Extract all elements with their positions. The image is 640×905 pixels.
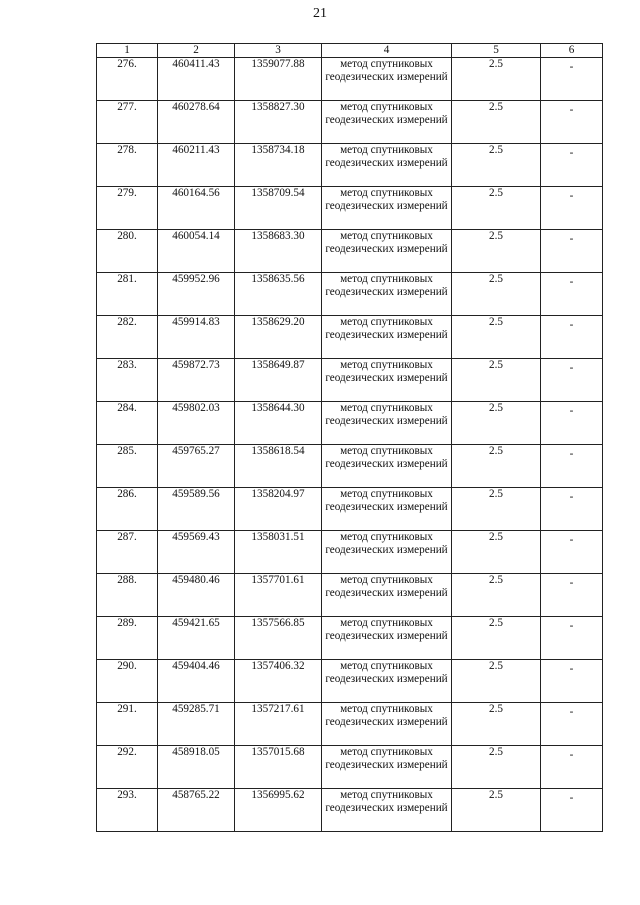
description-cell — [541, 617, 603, 660]
method-cell: метод спутниковых геодезических измерений — [322, 746, 452, 789]
description-cell — [541, 703, 603, 746]
x-coordinate-cell: 459914.83 — [158, 316, 235, 359]
accuracy-cell — [452, 445, 541, 488]
x-coordinate-cell: 460411.43 — [158, 58, 235, 101]
y-coordinate-cell: 1358683.30 — [235, 230, 322, 273]
point-number-cell: 291. — [97, 703, 158, 746]
point-number-cell: 284. — [97, 402, 158, 445]
column-header-3: 3 — [235, 44, 322, 58]
description-value: - — [569, 792, 574, 804]
description-value: - — [569, 362, 574, 374]
accuracy-value: 2.5 — [489, 273, 503, 285]
y-coordinate-cell: 1357217.61 — [235, 703, 322, 746]
x-coordinate-cell: 459421.65 — [158, 617, 235, 660]
description-value: - — [569, 61, 574, 73]
description-cell — [541, 746, 603, 789]
description-cell — [541, 58, 603, 101]
method-cell: метод спутниковых геодезических измерений — [322, 273, 452, 316]
table-row — [97, 230, 603, 273]
point-number-cell: 287. — [97, 531, 158, 574]
table-body — [97, 58, 603, 832]
coordinates-table — [96, 43, 603, 832]
method-cell: метод спутниковых геодезических измерений — [322, 445, 452, 488]
table-row — [97, 402, 603, 445]
x-coordinate-cell: 458918.05 — [158, 746, 235, 789]
method-cell: метод спутниковых геодезических измерений — [322, 101, 452, 144]
description-cell — [541, 402, 603, 445]
y-coordinate-cell: 1358827.30 — [235, 101, 322, 144]
accuracy-value: 2.5 — [489, 58, 503, 70]
description-value: - — [569, 448, 574, 460]
x-coordinate-cell: 460278.64 — [158, 101, 235, 144]
description-value: - — [569, 706, 574, 718]
point-number-cell: 282. — [97, 316, 158, 359]
point-number-cell: 289. — [97, 617, 158, 660]
method-cell: метод спутниковых геодезических измерений — [322, 531, 452, 574]
method-cell: метод спутниковых геодезических измерений — [322, 660, 452, 703]
table-row — [97, 488, 603, 531]
column-header-2: 2 — [158, 44, 235, 58]
accuracy-cell — [452, 703, 541, 746]
accuracy-value: 2.5 — [489, 359, 503, 371]
description-cell — [541, 789, 603, 832]
accuracy-cell — [452, 144, 541, 187]
accuracy-value: 2.5 — [489, 144, 503, 156]
description-value: - — [569, 276, 574, 288]
accuracy-cell — [452, 101, 541, 144]
description-value: - — [569, 405, 574, 417]
accuracy-cell — [452, 273, 541, 316]
y-coordinate-cell: 1358644.30 — [235, 402, 322, 445]
accuracy-cell — [452, 58, 541, 101]
table-row — [97, 789, 603, 832]
table-row — [97, 445, 603, 488]
accuracy-cell — [452, 660, 541, 703]
method-cell: метод спутниковых геодезических измерений — [322, 316, 452, 359]
accuracy-cell — [452, 531, 541, 574]
method-cell: метод спутниковых геодезических измерений — [322, 617, 452, 660]
column-header-4: 4 — [322, 44, 452, 58]
y-coordinate-cell: 1357015.68 — [235, 746, 322, 789]
description-value: - — [569, 577, 574, 589]
table-row — [97, 316, 603, 359]
header-row — [97, 44, 603, 58]
method-cell: метод спутниковых геодезических измерений — [322, 144, 452, 187]
point-number-cell: 288. — [97, 574, 158, 617]
accuracy-value: 2.5 — [489, 789, 503, 801]
method-cell: метод спутниковых геодезических измерений — [322, 187, 452, 230]
y-coordinate-cell: 1359077.88 — [235, 58, 322, 101]
accuracy-cell — [452, 746, 541, 789]
description-cell — [541, 187, 603, 230]
x-coordinate-cell: 459589.56 — [158, 488, 235, 531]
table-row — [97, 101, 603, 144]
table-row — [97, 144, 603, 187]
x-coordinate-cell: 459802.03 — [158, 402, 235, 445]
accuracy-value: 2.5 — [489, 187, 503, 199]
accuracy-value: 2.5 — [489, 703, 503, 715]
accuracy-cell — [452, 617, 541, 660]
accuracy-cell — [452, 574, 541, 617]
x-coordinate-cell: 460164.56 — [158, 187, 235, 230]
column-header-1: 1 — [97, 44, 158, 58]
description-cell — [541, 488, 603, 531]
description-value: - — [569, 319, 574, 331]
description-cell — [541, 101, 603, 144]
x-coordinate-cell: 459872.73 — [158, 359, 235, 402]
x-coordinate-cell: 459569.43 — [158, 531, 235, 574]
x-coordinate-cell: 460054.14 — [158, 230, 235, 273]
x-coordinate-cell: 458765.22 — [158, 789, 235, 832]
table-row — [97, 531, 603, 574]
x-coordinate-cell: 459285.71 — [158, 703, 235, 746]
x-coordinate-cell: 459404.46 — [158, 660, 235, 703]
accuracy-value: 2.5 — [489, 101, 503, 113]
table-row — [97, 58, 603, 101]
x-coordinate-cell: 459952.96 — [158, 273, 235, 316]
x-coordinate-cell: 460211.43 — [158, 144, 235, 187]
point-number-cell: 280. — [97, 230, 158, 273]
y-coordinate-cell: 1357406.32 — [235, 660, 322, 703]
table-row — [97, 703, 603, 746]
point-number-cell: 290. — [97, 660, 158, 703]
description-value: - — [569, 534, 574, 546]
accuracy-value: 2.5 — [489, 230, 503, 242]
accuracy-cell — [452, 789, 541, 832]
table-row — [97, 617, 603, 660]
description-cell — [541, 144, 603, 187]
description-cell — [541, 574, 603, 617]
method-cell: метод спутниковых геодезических измерений — [322, 402, 452, 445]
description-cell — [541, 230, 603, 273]
page-number: 21 — [313, 6, 327, 21]
table-row — [97, 660, 603, 703]
description-cell — [541, 531, 603, 574]
point-number-cell: 279. — [97, 187, 158, 230]
x-coordinate-cell: 459480.46 — [158, 574, 235, 617]
table-row — [97, 273, 603, 316]
point-number-cell: 278. — [97, 144, 158, 187]
accuracy-cell — [452, 187, 541, 230]
method-cell: метод спутниковых геодезических измерений — [322, 574, 452, 617]
description-value: - — [569, 104, 574, 116]
accuracy-value: 2.5 — [489, 660, 503, 672]
description-cell — [541, 359, 603, 402]
accuracy-value: 2.5 — [489, 488, 503, 500]
point-number-cell: 276. — [97, 58, 158, 101]
accuracy-value: 2.5 — [489, 402, 503, 414]
description-value: - — [569, 190, 574, 202]
accuracy-value: 2.5 — [489, 531, 503, 543]
method-cell: метод спутниковых геодезических измерений — [322, 703, 452, 746]
x-coordinate-cell: 459765.27 — [158, 445, 235, 488]
table-header — [97, 44, 603, 58]
y-coordinate-cell: 1358734.18 — [235, 144, 322, 187]
point-number-cell: 286. — [97, 488, 158, 531]
description-value: - — [569, 663, 574, 675]
column-header-6: 6 — [541, 44, 603, 58]
description-cell — [541, 316, 603, 359]
accuracy-cell — [452, 402, 541, 445]
method-cell: метод спутниковых геодезических измерений — [322, 230, 452, 273]
point-number-cell: 293. — [97, 789, 158, 832]
point-number-cell: 283. — [97, 359, 158, 402]
accuracy-cell — [452, 488, 541, 531]
y-coordinate-cell: 1358618.54 — [235, 445, 322, 488]
accuracy-value: 2.5 — [489, 746, 503, 758]
point-number-cell: 281. — [97, 273, 158, 316]
point-number-cell: 277. — [97, 101, 158, 144]
method-cell: метод спутниковых геодезических измерений — [322, 789, 452, 832]
description-value: - — [569, 620, 574, 632]
y-coordinate-cell: 1358649.87 — [235, 359, 322, 402]
y-coordinate-cell: 1357566.85 — [235, 617, 322, 660]
description-value: - — [569, 147, 574, 159]
description-cell — [541, 445, 603, 488]
table-row — [97, 187, 603, 230]
description-value: - — [569, 491, 574, 503]
table-row — [97, 359, 603, 402]
column-header-5: 5 — [452, 44, 541, 58]
accuracy-cell — [452, 359, 541, 402]
accuracy-value: 2.5 — [489, 445, 503, 457]
method-cell: метод спутниковых геодезических измерений — [322, 359, 452, 402]
y-coordinate-cell: 1358635.56 — [235, 273, 322, 316]
point-number-cell: 292. — [97, 746, 158, 789]
method-cell: метод спутниковых геодезических измерений — [322, 58, 452, 101]
accuracy-cell — [452, 230, 541, 273]
y-coordinate-cell: 1358709.54 — [235, 187, 322, 230]
accuracy-value: 2.5 — [489, 617, 503, 629]
method-cell: метод спутниковых геодезических измерений — [322, 488, 452, 531]
y-coordinate-cell: 1358629.20 — [235, 316, 322, 359]
description-cell — [541, 273, 603, 316]
table-row — [97, 746, 603, 789]
accuracy-value: 2.5 — [489, 574, 503, 586]
description-value: - — [569, 749, 574, 761]
description-cell — [541, 660, 603, 703]
accuracy-value: 2.5 — [489, 316, 503, 328]
point-number-cell: 285. — [97, 445, 158, 488]
y-coordinate-cell: 1358204.97 — [235, 488, 322, 531]
accuracy-cell — [452, 316, 541, 359]
table-row — [97, 574, 603, 617]
y-coordinate-cell: 1356995.62 — [235, 789, 322, 832]
description-value: - — [569, 233, 574, 245]
y-coordinate-cell: 1357701.61 — [235, 574, 322, 617]
y-coordinate-cell: 1358031.51 — [235, 531, 322, 574]
